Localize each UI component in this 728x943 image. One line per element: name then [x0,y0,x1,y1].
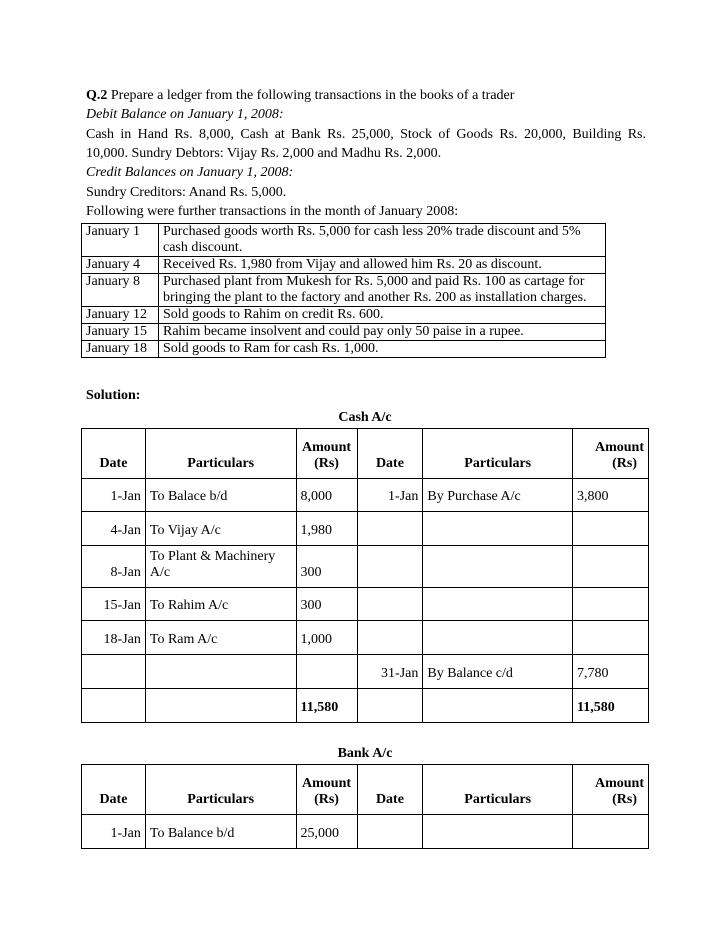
txn-date: January 4 [82,257,159,274]
header-date: Date [357,765,423,815]
cell-empty [423,815,573,849]
header-amount-line: (Rs) [612,456,637,471]
header-amount-line: (Rs) [314,792,339,807]
header-particulars: Particulars [145,429,296,479]
cell-empty [357,512,423,546]
bank-ledger-table [81,764,649,849]
table-row [82,621,649,655]
table-row [82,815,649,849]
transactions-table [81,223,606,358]
question-line [86,87,646,105]
cell-empty [423,621,573,655]
table-row [82,588,649,621]
table-row [82,341,606,358]
header-amount-line: Amount [302,776,352,791]
header-amount [296,765,357,815]
further-transactions-line: Following were further transactions in the month of January 2008: [86,204,459,219]
table-header-row [82,765,649,815]
cell-amount: 3,800 [573,479,649,512]
cell-particulars: To Balace b/d [145,479,296,512]
cell-empty [573,588,649,621]
header-particulars: Particulars [423,429,573,479]
cell-date: 4-Jan [82,512,146,546]
header-amount-line: Amount [594,776,644,791]
txn-text [159,274,606,307]
txn-text: Sold goods to Rahim on credit Rs. 600. [159,307,606,324]
txn-date: January 15 [82,324,159,341]
txn-date: January 12 [82,307,159,324]
cell-total: 11,580 [573,689,649,723]
cell-particulars-line: A/c [149,565,171,580]
txn-text: Rahim became insolvent and could pay only 50 paise in a rupee. [159,324,606,341]
cell-amount: 25,000 [296,815,357,849]
header-amount [296,429,357,479]
cell-amount: 1,980 [296,512,357,546]
cell-date: 1-Jan [82,479,146,512]
credit-heading: Credit Balances on January 1, 2008: [86,165,294,180]
table-row [82,274,606,307]
question-text: Prepare a ledger from the following transactions in the books of a trader [107,88,515,103]
txn-text: Sold goods to Ram for cash Rs. 1,000. [159,341,606,358]
cell-particulars [145,546,296,588]
txn-text: Received Rs. 1,980 from Vijay and allowed him Rs. 20 as discount. [159,257,606,274]
cell-empty [82,655,146,689]
cell-particulars-line: To Plant & Machinery [149,549,276,564]
header-amount-line: Amount [302,440,352,455]
table-total-row [82,689,649,723]
cell-empty [573,621,649,655]
bank-account-title: Bank A/c [337,746,393,761]
cell-date: 1-Jan [82,815,146,849]
cell-empty [423,512,573,546]
cell-date: 1-Jan [357,479,423,512]
cell-particulars: By Purchase A/c [423,479,573,512]
cell-date: 18-Jan [82,621,146,655]
question-label: Q.2 [86,88,108,103]
table-row [82,324,606,341]
cell-amount: 8,000 [296,479,357,512]
cell-empty [423,588,573,621]
table-row [82,307,606,324]
cell-particulars: To Vijay A/c [145,512,296,546]
table-row [82,546,649,588]
cell-amount: 300 [296,588,357,621]
credit-line: Sundry Creditors: Anand Rs. 5,000. [86,185,287,200]
header-date: Date [82,765,146,815]
cell-particulars: To Rahim A/c [145,588,296,621]
header-date: Date [82,429,146,479]
txn-date: January 8 [82,274,159,307]
cell-empty [357,546,423,588]
txn-text-line: bringing the plant to the factory and another Rs. 200 as installation charges. [163,290,587,305]
cell-amount: 300 [296,546,357,588]
cell-empty [357,689,423,723]
header-particulars: Particulars [423,765,573,815]
header-amount-line: (Rs) [612,792,637,807]
txn-text-line: Purchased plant from Mukesh for Rs. 5,000 and paid Rs. 100 as cartage for [163,274,585,289]
cell-empty [145,689,296,723]
cell-empty [573,512,649,546]
solution-label: Solution: [86,388,141,403]
table-row [82,479,649,512]
debit-line-1: Cash in Hand Rs. 8,000, Cash at Bank Rs. 25,000, Stock of Goods Rs. 20,000, Building Rs. [86,127,646,142]
cell-total: 11,580 [296,689,357,723]
table-row [82,512,649,546]
cell-empty [423,546,573,588]
txn-date: January 1 [82,224,159,257]
cell-date: 8-Jan [82,546,146,588]
cell-empty [423,689,573,723]
cell-empty [145,655,296,689]
cell-empty [573,546,649,588]
header-amount-line: Amount [594,440,644,455]
cell-empty [82,689,146,723]
cash-ledger-table [81,428,649,723]
cell-amount: 7,780 [573,655,649,689]
cell-empty [573,815,649,849]
txn-date: January 18 [82,341,159,358]
cell-empty [357,588,423,621]
cell-empty [357,815,423,849]
cell-empty [357,621,423,655]
table-row [82,655,649,689]
debit-heading: Debit Balance on January 1, 2008: [86,107,284,122]
header-particulars: Particulars [145,765,296,815]
header-amount [573,429,649,479]
cell-empty [296,655,357,689]
txn-text [159,224,606,257]
cell-particulars: To Balance b/d [145,815,296,849]
table-header-row [82,429,649,479]
cell-particulars: To Ram A/c [145,621,296,655]
table-row [82,224,606,257]
cell-date: 31-Jan [357,655,423,689]
cell-particulars: By Balance c/d [423,655,573,689]
cell-amount: 1,000 [296,621,357,655]
debit-line-2: 10,000. Sundry Debtors: Vijay Rs. 2,000 and Madhu Rs. 2,000. [86,146,442,161]
header-amount [573,765,649,815]
header-date: Date [357,429,423,479]
txn-text-line: Purchased goods worth Rs. 5,000 for cash less 20% trade discount and 5% [163,224,581,239]
table-row [82,257,606,274]
cash-account-title: Cash A/c [338,410,392,425]
txn-text-line: cash discount. [163,240,243,255]
header-amount-line: (Rs) [314,456,339,471]
cell-date: 15-Jan [82,588,146,621]
